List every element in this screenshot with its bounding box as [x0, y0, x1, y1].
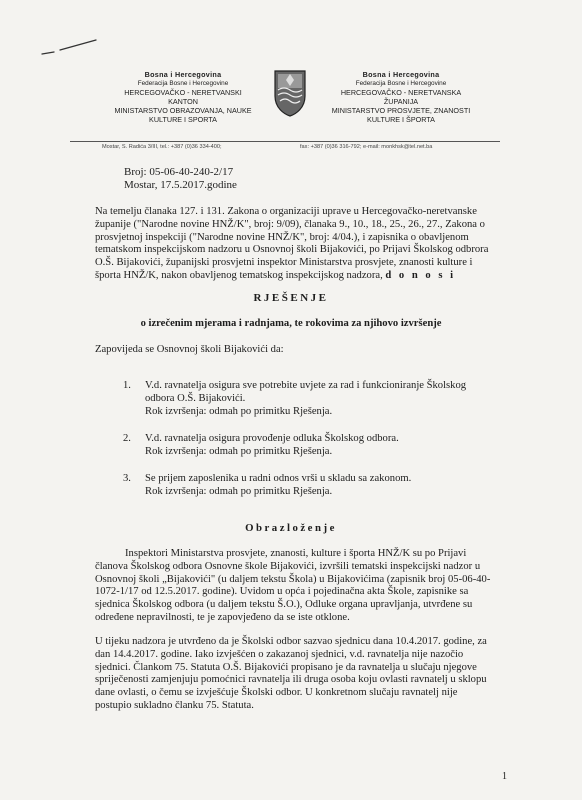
header-right-federation: Federacija Bosne i Hercegovine [355, 80, 447, 87]
item-text: odbora O.Š. Bijakovići. [145, 392, 246, 404]
header-left-ministry-2: KULTURE I SPORTA [149, 115, 217, 124]
item-number: 1. [123, 380, 131, 391]
decision-intro: Zapovijeda se Osnovnoj školi Bijakovići da: [95, 344, 284, 355]
item-deadline: Rok izvršenja: odmah po primitku Rješenja. [145, 405, 333, 417]
item-deadline: Rok izvršenja: odmah po primitku Rješenja. [145, 445, 333, 457]
paragraph-line: spriječenosti zamjenjuju pomoćnici ravnatelja ili druga osoba koju ovlasti ravnatelj u sklopu [95, 674, 487, 686]
header-right [306, 70, 496, 124]
item-text: V.d. ravnatelja osigura sve potrebite uvjete za rad i funkcioniranje Školskog [145, 380, 467, 391]
item-number: 3. [123, 473, 131, 484]
header-divider [70, 141, 500, 142]
paragraph-line: U tijeku nadzora je utvrđeno da je Školski odbor sazvao sjednicu dana 10.4.2017. godine, za [95, 636, 487, 647]
header-left [88, 70, 278, 124]
coat-of-arms-icon [272, 68, 308, 118]
paragraph-line: članova Školskog odbora Osnovne škole Bijakovići, izvršili tematski inspekcijski nadzor u [95, 560, 481, 572]
reference-block [124, 166, 237, 192]
paragraph-line: postupio sukladno članku 75. Statuta. [95, 699, 254, 711]
reasoning-paragraph-2 [95, 636, 487, 713]
header-fax-email: fax: +387 (0)36 316-792; e-mail: monkhsk@tel.net.ba [300, 144, 433, 150]
preamble [95, 206, 505, 283]
decision-item-2 [145, 433, 399, 459]
reasoning-paragraph-1 [95, 548, 490, 625]
decision-item-3 [145, 473, 411, 499]
preamble-verb: d o n o s i [385, 269, 456, 281]
header-right-country: Bosna i Hercegovina [362, 70, 440, 79]
reference-place-date: Mostar, 17.5.2017.godine [124, 179, 237, 191]
paragraph-line: Inspektori Ministarstva prosvjete, znanosti, kulture i športa HNŽ/K su po Prijavi [125, 548, 467, 559]
paragraph-line: sjednica Školskog odbora (u daljem tekstu Š.O.), Odluke organa upravljanja, utvrđene su [95, 599, 473, 611]
header-left-canton-1: HERCEGOVAČKO - NERETVANSKI [124, 88, 242, 97]
item-number: 2. [123, 433, 131, 444]
reference-number: Broj: 05-06-40-240-2/17 [124, 166, 234, 178]
preamble-line: tematskom inspekcijskom nadzoru u Osnovnoj školi Bijakovići, po Prijavi Školskog odbrora [95, 244, 489, 256]
preamble-line: O.Š. Bijakovići, županijski prosvjetni inspektor Ministarstva prosvjete, znanosti kulture i [95, 257, 473, 269]
paragraph-line: dan 14.4.2017. godine. Iako izvješćen o zakazanoj sjednici, v.d. ravnatelja nije nazočio [95, 648, 464, 660]
decision-title: RJEŠENJE [253, 292, 329, 304]
header-left-canton-2: KANTON [168, 97, 198, 106]
paragraph-line: 1072-1/17 od 12.5.2017. godine). Uvidom u opća i pojedinačna akta Škole, zapisnike sa [95, 586, 469, 598]
header-left-federation: Federacija Bosne i Hercegovine [137, 80, 229, 87]
preamble-line: prosvjetnoj inspekciji ("Narodne novine HNŽ/K", broj: 4/04.), i zapisnika o obavljenom [95, 231, 469, 243]
header-right-canton-2: ŽUPANIJA [383, 97, 419, 106]
paragraph-line: određene nepravilnosti, te je zapovjeđeno da se iste otklone. [95, 611, 350, 623]
reasoning-title: Obrazloženje [245, 522, 337, 534]
item-deadline: Rok izvršenja: odmah po primitku Rješenja. [145, 485, 333, 497]
preamble-line: županije ("Narodne novine HNŽ/K", broj: 9/09), članaka 9., 10., 18., 25., 26., 27., Zakona o [95, 218, 485, 230]
item-text: V.d. ravnatelja osigura provođenje odluka Školskog odbora. [145, 433, 399, 444]
header-right-canton-1: HERCEGOVAČKO - NERETVANSKA [340, 88, 462, 97]
header-left-country: Bosna i Hercegovina [144, 70, 222, 79]
page-number: 1 [502, 771, 507, 782]
decision-item-1 [145, 380, 466, 418]
header-right-ministry-1: MINISTARSTVO PROSVJETE, ZNANOSTI [331, 106, 471, 115]
decision-subtitle: o izrečenim mjerama i radnjama, te rokovima za njihovo izvršenje [140, 318, 442, 329]
header-address: Mostar, S. Radića 3/III, tel.: +387 (0)36 334-400; [102, 144, 222, 150]
paragraph-line: dane ovlasti, o čemu se izvješćuje Školski odbor. U konkretnom slučaju ravnatelj nije [95, 687, 458, 699]
preamble-line: Na temelju članaka 127. i 131. Zakona o organizaciji uprave u Hercegovačko-neretvanske [95, 206, 477, 217]
preamble-line-text: športa HNŽ/K, nakon obavljenog tematskog inspekcijskog nadzora, [95, 269, 383, 281]
preamble-line [95, 270, 505, 283]
paragraph-line: Osnovnoj školi „Bijakovići" (u daljem tekstu Škola) u Bijakovićima (zapisnik broj 05-06-40- [95, 573, 491, 585]
item-text: Se prijem zaposlenika u radni odnos vrši u skladu sa zakonom. [145, 473, 412, 484]
header-left-ministry-1: MINISTARSTVO OBRAZOVANJA, NAUKE [114, 106, 252, 115]
header-right-ministry-2: KULTURE I ŠPORTA [367, 115, 435, 124]
handwritten-mark [40, 36, 100, 66]
paragraph-line: sjednici. Člankom 75. Statuta O.Š. Bijakovići propisano je da ravnatelja u slučaju njegove [95, 661, 477, 673]
